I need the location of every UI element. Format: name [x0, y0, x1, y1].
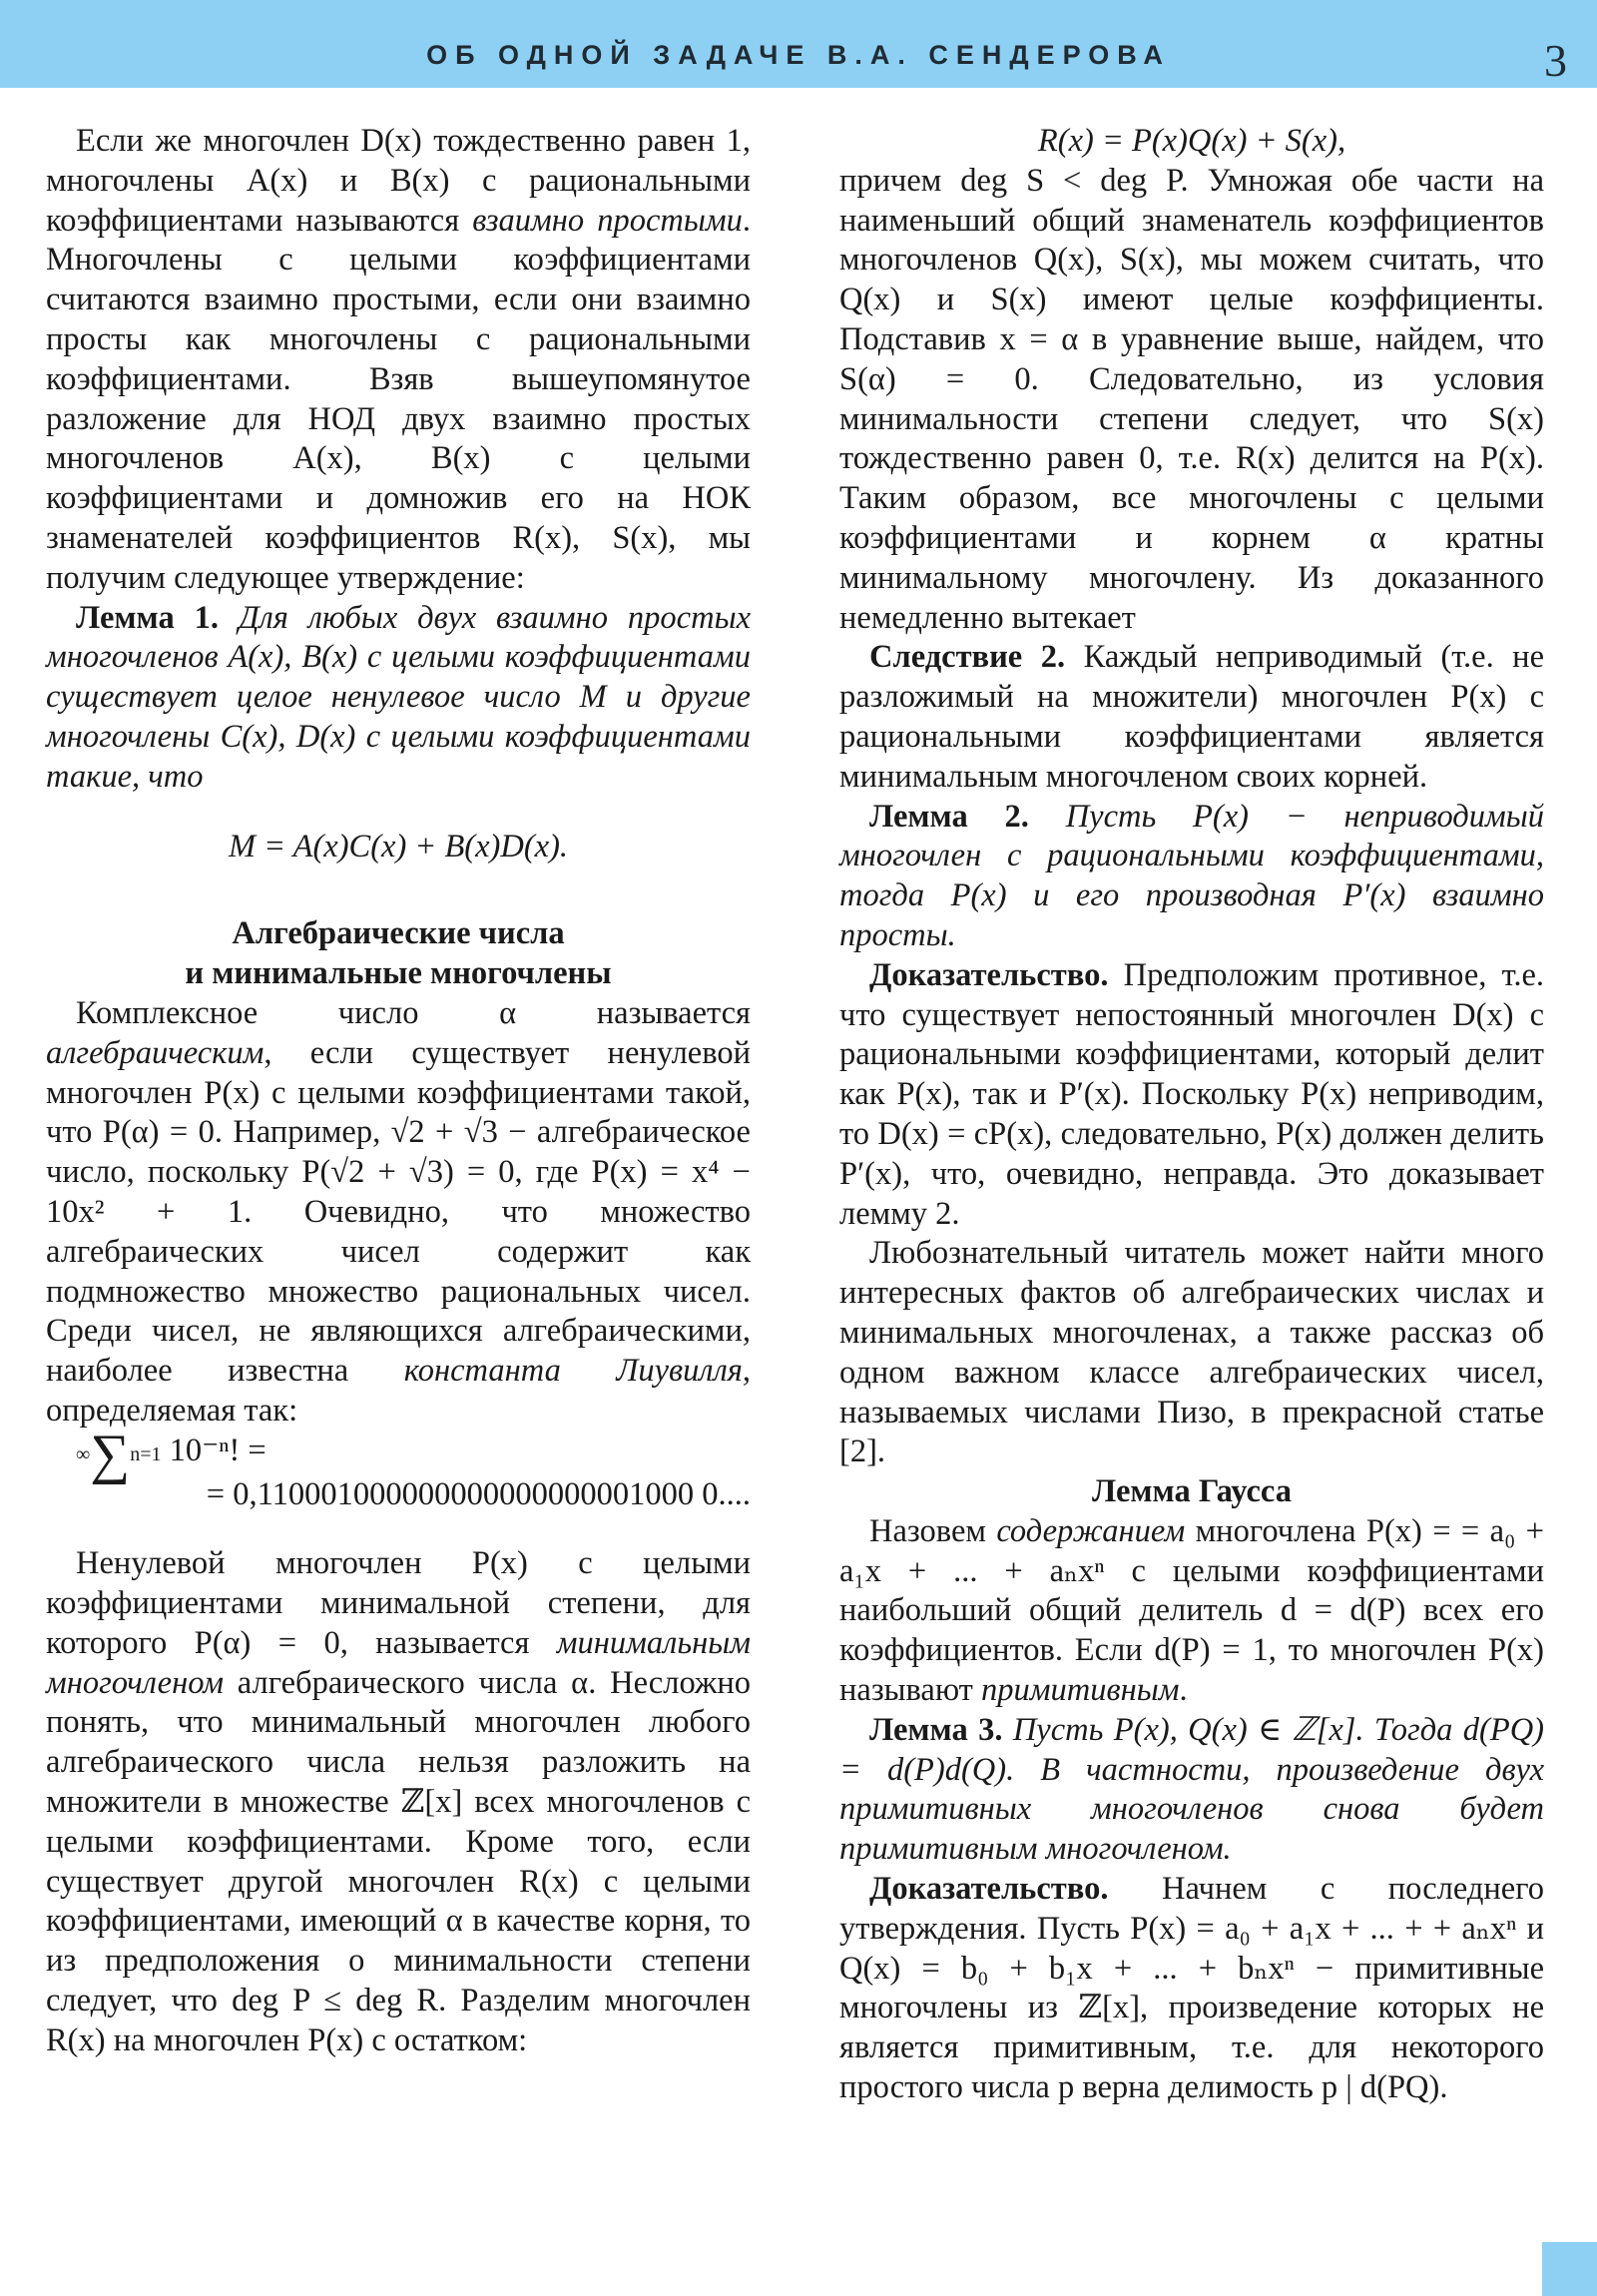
page-number: 3 — [1544, 35, 1567, 86]
paragraph-pisot: Любознательный читатель может найти много интересных фактов об алгебраических числах и минимальных многочленах, а также рассказ об одном важном классе алгебраических чисел, называемых числами Пизо, в прекрасной статье [2]. — [839, 1235, 1544, 1470]
sum-term: 10⁻ⁿ! = — [169, 1432, 266, 1468]
corollary-2 — [839, 638, 1544, 797]
paragraph-algebraic-numbers — [46, 994, 751, 1432]
text: многочлена P(x) = = a₀ + a₁x + ... + aₙxⁿ с целыми коэффициентами наибольший общий делитель d = d(P) всех его коэффициентов. Если d(P) = 1, то многочлен P(x) называют — [839, 1512, 1545, 1709]
section-heading-line-2: и минимальные многочлены — [185, 955, 612, 992]
division-formula: R(x) = P(x)Q(x) + S(x), — [1037, 123, 1346, 159]
corner-tab — [1542, 2242, 1597, 2296]
text: Если же многочлен D(x) тождественно равен 1, многочлены A(x) и B(x) с рациональными коэффициентами называются — [46, 123, 751, 239]
term-minimal-polynomial: минимальным многочленом — [46, 1624, 751, 1701]
sum-lower-limit: n=1 — [130, 1442, 162, 1465]
liouville-sum — [46, 1423, 751, 1485]
paragraph-division: причем deg S < deg P. Умножая обе части на наименьший общий знаменатель коэффициентов многочленов Q(x), S(x), мы можем считать, что Q(x) и S(x) имеют целые коэффициенты. Подставив x = α в уравнение выше, найдем, что S(α) = 0. Следовательно, из условия минимальности степени следует, что S(x) тождественно равен 0, т.е. R(x) делится на P(x). Таким образом, все многочлены с целыми коэффициентами и корнем α кратны минимальному многочлену. Из доказанного немедленно вытекает — [839, 162, 1544, 636]
lemma-2-label: Лемма 2. — [869, 798, 1029, 835]
corollary-2-label: Следствие 2. — [869, 639, 1066, 676]
liouville-value: = 0,110001000000000000000001000 0.... — [206, 1475, 751, 1512]
lemma-3-text: Пусть P(x), Q(x) ∈ ℤ[x]. Тогда d(PQ) = d(P)d(Q). В частности, произведение двух примитивных многочленов снова будет примитивным многочленом. — [839, 1711, 1544, 1868]
lemma-2 — [839, 798, 1544, 956]
text: . Многочлены с целыми коэффициентами считаются взаимно простыми, если они взаимно просты как многочлены с рациональными коэффициентами. Взяв вышеупомянутое разложение для НОД двух взаимно простых многочленов A(x), B(x) с целыми коэффициентами и домножив его на НОК знаменателей коэффициентов R(x), S(x), мы получим следующее утверждение: — [46, 202, 751, 596]
lemma-1-text: Для любых двух взаимно простых многочленов A(x), B(x) с целыми коэффициентами существует целое ненулевое число M и другие многочлены C(x), D(x) с целыми коэффициентами такие, что — [46, 599, 752, 795]
lemma-1-label: Лемма 1. — [76, 599, 220, 636]
paragraph-minimal-polynomial — [46, 1544, 751, 2060]
term-primitive: примитивным — [981, 1672, 1180, 1709]
text: алгебраического числа α. Несложно понять, что минимальный многочлен любого алгебраического числа нельзя разложить на множители в множестве ℤ[x] всех многочленов с целыми коэффициентами. Кроме того, если существует другой многочлен R(x) с целыми коэффициентами, имеющий α в качестве корня, то из предположения о минимальности степени следует, что deg P ≤ deg R. Разделим многочлен R(x) на многочлен P(x) с остатком: — [46, 1664, 751, 2058]
text: , определяемая так: — [46, 1353, 751, 1429]
paragraph-coprime-definition — [46, 122, 751, 599]
lemma-1 — [46, 599, 751, 798]
sigma-icon: ∑ — [90, 1423, 131, 1485]
section-heading-line-1: Алгебраические числа — [232, 915, 565, 952]
paragraph-content-definition — [839, 1512, 1544, 1711]
proof-2-text: Начнем с последнего утверждения. Пусть P(x) = a₀ + a₁x + ... + + aₙxⁿ и Q(x) = b₀ + b₁x + ... + bₙxⁿ − примитивные многочлены из ℤ[x], произведение которых не является примитивным, т.е. для некоторого простого числа p верна делимость p | d(PQ). — [839, 1871, 1545, 2106]
text: Ненулевой многочлен P(x) с целыми коэффициентами минимальной степени, для которого P(α) = 0, называется — [46, 1545, 751, 1661]
proof-2-label: Доказательство. — [869, 1871, 1109, 1908]
text: Назовем — [869, 1512, 986, 1549]
text: , если существует ненулевой многочлен P(x) с целыми коэффициентами такой, что P(α) = 0. Например, √2 + √3 − алгебраическое число, поскольку P(√2 + √3) = 0, где P(x) = x⁴ − 10x² + 1. Очевидно, что множество алгебраических чисел содержит как подмножество множество рациональных чисел. Среди чисел, не являющихся алгебраическими, наиболее известна — [46, 1034, 751, 1390]
running-head: ОБ ОДНОЙ ЗАДАЧЕ В.А. СЕНДЕРОВА — [426, 40, 1171, 70]
lemma-1-formula: M = A(x)C(x) + B(x)D(x). — [228, 828, 569, 864]
text: Комплексное число α называется — [76, 994, 751, 1031]
text: . — [1179, 1672, 1188, 1709]
term-liouville: константа Лиувилля — [403, 1353, 743, 1390]
term-algebraic: алгебраическим — [46, 1034, 265, 1071]
proof-lemma-2 — [839, 956, 1544, 1235]
left-column — [46, 122, 751, 2061]
lemma-3-label: Лемма 3. — [869, 1711, 1003, 1748]
proof-text: Предположим противное, т.е. что существует непостоянный многочлен D(x) с рациональными коэффициентами, который делит как P(x), так и P′(x). Поскольку P(x) неприводим, то D(x) = cP(x), следовательно, P(x) должен делить P′(x), что, очевидно, неправда. Это доказывает лемму 2. — [839, 956, 1544, 1232]
corollary-2-text: Каждый неприводимый (т.е. не разложимый на множители) многочлен P(x) с рациональными коэффициентами является минимальным многочленом своих корней. — [839, 639, 1545, 795]
lemma-3 — [839, 1711, 1544, 1870]
term-content: содержанием — [996, 1512, 1186, 1549]
right-column — [839, 122, 1544, 2108]
lemma-2-text: Пусть P(x) − неприводимый многочлен с рациональными коэффициентами, тогда P(x) и его производная P′(x) взаимно просты. — [839, 798, 1544, 953]
gauss-lemma-heading: Лемма Гаусса — [1091, 1473, 1292, 1510]
term-coprime: взаимно простыми — [472, 202, 743, 239]
sum-upper-limit: ∞ — [76, 1442, 91, 1465]
proof-label: Доказательство. — [869, 956, 1109, 993]
proof-lemma-3 — [839, 1870, 1544, 2108]
